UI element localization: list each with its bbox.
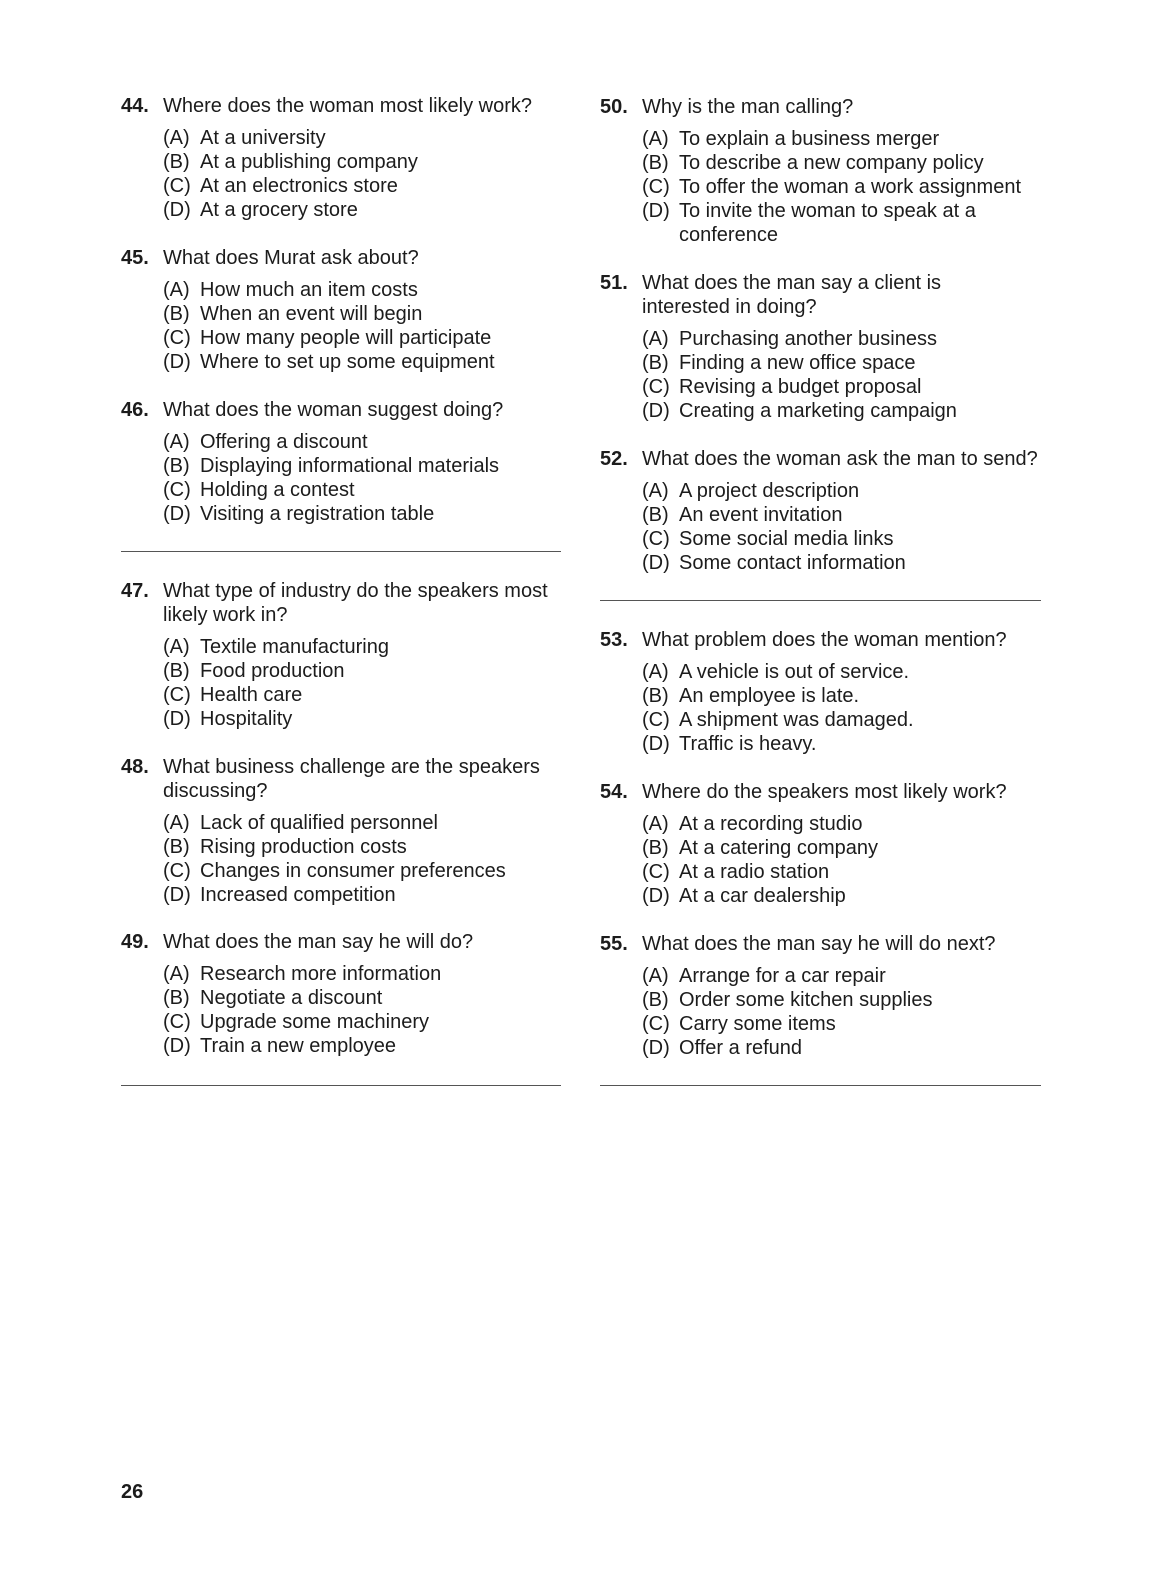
- option-letter: (D): [163, 351, 191, 373]
- option-letter: (B): [642, 837, 669, 859]
- option-list: [163, 278, 571, 374]
- option-letter: (D): [642, 400, 670, 422]
- option-a: [642, 479, 1050, 503]
- option-text: An event invitation: [679, 504, 843, 526]
- question-stem: [600, 95, 1050, 119]
- option-letter: (D): [163, 503, 191, 525]
- option-text: Hospitality: [200, 708, 293, 730]
- question-54: [600, 780, 1050, 908]
- option-b: [642, 151, 1050, 175]
- option-text: Upgrade some machinery: [200, 1011, 429, 1033]
- option-letter: (B): [642, 352, 669, 374]
- question-53: [600, 628, 1050, 756]
- option-letter: (A): [163, 812, 190, 834]
- question-stem: [121, 94, 571, 118]
- option-a: [642, 127, 1050, 151]
- question-number: 54.: [600, 781, 628, 803]
- option-letter: (B): [642, 504, 669, 526]
- option-c: [642, 527, 1050, 551]
- question-text: What does the man say a client is interested in doing?: [642, 272, 942, 318]
- option-text: Finding a new office space: [679, 352, 916, 374]
- option-text: Food production: [200, 660, 345, 682]
- option-b: [642, 684, 1050, 708]
- option-a: [163, 126, 571, 150]
- option-letter: (A): [642, 128, 669, 150]
- question-stem: [121, 398, 571, 422]
- option-letter: (B): [642, 152, 669, 174]
- question-number: 48.: [121, 756, 149, 778]
- option-letter: (D): [163, 708, 191, 730]
- option-text: How many people will participate: [200, 327, 492, 349]
- question-number: 55.: [600, 933, 628, 955]
- question-text: What does the man say he will do next?: [642, 933, 996, 955]
- option-letter: (B): [163, 151, 190, 173]
- question-51: [600, 271, 1050, 423]
- option-letter: (C): [642, 528, 670, 550]
- option-text: Order some kitchen supplies: [679, 989, 933, 1011]
- question-number: 51.: [600, 272, 628, 294]
- option-a: [642, 812, 1050, 836]
- option-text: Lack of qualified personnel: [200, 812, 438, 834]
- option-list: [163, 962, 571, 1058]
- option-letter: (D): [642, 1037, 670, 1059]
- option-c: [642, 175, 1050, 199]
- option-text: Textile manufacturing: [200, 636, 389, 658]
- option-text: Offer a refund: [679, 1037, 803, 1059]
- section-divider: [600, 600, 1041, 601]
- option-text: Health care: [200, 684, 303, 706]
- option-d: [163, 707, 571, 731]
- question-44: [121, 94, 571, 222]
- option-a: [642, 964, 1050, 988]
- option-letter: (D): [163, 884, 191, 906]
- option-text: At a catering company: [679, 837, 878, 859]
- option-letter: (A): [642, 661, 669, 683]
- option-text: At a recording studio: [679, 813, 863, 835]
- question-text: What type of industry do the speakers most likely work in?: [163, 580, 548, 626]
- question-55: [600, 932, 1050, 1060]
- option-letter: (D): [642, 200, 670, 222]
- question-48: [121, 755, 571, 907]
- option-text: Holding a contest: [200, 479, 355, 501]
- option-a: [163, 811, 571, 835]
- option-d: [163, 198, 571, 222]
- question-number: 47.: [121, 580, 149, 602]
- option-text: At a radio station: [679, 861, 830, 883]
- option-b: [163, 454, 571, 478]
- option-text: Carry some items: [679, 1013, 836, 1035]
- option-a: [163, 962, 571, 986]
- question-52: [600, 447, 1050, 575]
- option-b: [642, 836, 1050, 860]
- question-text: What does the man say he will do?: [163, 931, 474, 953]
- question-46: [121, 398, 571, 526]
- question-stem: [121, 930, 571, 954]
- option-d: [642, 399, 1050, 423]
- option-c: [163, 326, 571, 350]
- option-c: [163, 478, 571, 502]
- option-text: Research more information: [200, 963, 442, 985]
- question-number: 50.: [600, 96, 628, 118]
- option-text: At a publishing company: [200, 151, 418, 173]
- option-c: [163, 174, 571, 198]
- question-stem: [121, 246, 571, 270]
- option-a: [642, 327, 1050, 351]
- option-text: Train a new employee: [200, 1035, 397, 1057]
- option-b: [642, 351, 1050, 375]
- option-text: Changes in consumer preferences: [200, 860, 506, 882]
- option-list: [642, 660, 1050, 756]
- question-text: What does Murat ask about?: [163, 247, 419, 269]
- question-49: [121, 930, 571, 1058]
- option-letter: (C): [642, 1013, 670, 1035]
- question-text: What does the woman suggest doing?: [163, 399, 504, 421]
- option-b: [642, 503, 1050, 527]
- page-number: 26: [121, 1481, 144, 1503]
- question-text: Where does the woman most likely work?: [163, 95, 533, 117]
- option-b: [642, 988, 1050, 1012]
- question-stem: [121, 579, 571, 627]
- option-b: [163, 302, 571, 326]
- question-text: What does the woman ask the man to send?: [642, 448, 1038, 470]
- option-letter: (A): [163, 279, 190, 301]
- option-text: Arrange for a car repair: [679, 965, 886, 987]
- option-text: A vehicle is out of service.: [679, 661, 910, 683]
- option-text: Increased competition: [200, 884, 396, 906]
- option-text: A shipment was damaged.: [679, 709, 914, 731]
- option-text: Offering a discount: [200, 431, 368, 453]
- option-text: When an event will begin: [200, 303, 423, 325]
- option-a: [163, 430, 571, 454]
- option-d: [642, 199, 979, 247]
- option-list: [163, 430, 571, 526]
- question-stem: [600, 932, 1050, 956]
- option-text: Some contact information: [679, 552, 906, 574]
- option-letter: (C): [163, 479, 191, 501]
- option-text: Revising a budget proposal: [679, 376, 922, 398]
- option-letter: (C): [163, 1011, 191, 1033]
- option-text: At a car dealership: [679, 885, 846, 907]
- option-d: [642, 884, 1050, 908]
- question-number: 52.: [600, 448, 628, 470]
- option-d: [642, 732, 1050, 756]
- option-d: [642, 551, 1050, 575]
- option-letter: (A): [163, 636, 190, 658]
- question-stem: [600, 447, 1050, 471]
- section-divider: [121, 1085, 561, 1086]
- option-text: An employee is late.: [679, 685, 860, 707]
- option-text: At an electronics store: [200, 175, 398, 197]
- option-letter: (C): [642, 176, 670, 198]
- option-text: At a university: [200, 127, 326, 149]
- option-letter: (B): [163, 303, 190, 325]
- option-text: Purchasing another business: [679, 328, 937, 350]
- option-d: [163, 1034, 571, 1058]
- option-letter: (A): [163, 963, 190, 985]
- question-text: Where do the speakers most likely work?: [642, 781, 1007, 803]
- question-50: [600, 95, 1050, 247]
- option-letter: (B): [163, 987, 190, 1009]
- option-list: [163, 126, 571, 222]
- option-text: To describe a new company policy: [679, 152, 984, 174]
- question-stem: [600, 780, 1050, 804]
- question-number: 53.: [600, 629, 628, 651]
- option-c: [642, 1012, 1050, 1036]
- option-text: Some social media links: [679, 528, 894, 550]
- option-list: [642, 964, 1050, 1060]
- option-letter: (D): [642, 552, 670, 574]
- option-letter: (C): [163, 684, 191, 706]
- option-letter: (A): [642, 328, 669, 350]
- option-a: [642, 660, 1050, 684]
- option-letter: (D): [642, 885, 670, 907]
- option-b: [163, 835, 571, 859]
- option-letter: (C): [163, 175, 191, 197]
- option-letter: (C): [642, 376, 670, 398]
- option-letter: (D): [163, 1035, 191, 1057]
- option-text: Creating a marketing campaign: [679, 400, 957, 422]
- option-b: [163, 659, 571, 683]
- option-a: [163, 635, 571, 659]
- option-d: [163, 350, 571, 374]
- option-letter: (B): [642, 989, 669, 1011]
- option-letter: (A): [163, 127, 190, 149]
- question-stem: [600, 271, 1012, 319]
- option-letter: (A): [163, 431, 190, 453]
- question-stem: [600, 628, 1050, 652]
- option-d: [163, 883, 571, 907]
- question-stem: [121, 755, 571, 803]
- option-letter: (B): [163, 836, 190, 858]
- option-d: [163, 502, 571, 526]
- option-text: Rising production costs: [200, 836, 407, 858]
- question-number: 46.: [121, 399, 149, 421]
- option-list: [642, 127, 1050, 247]
- option-letter: (A): [642, 965, 669, 987]
- option-letter: (B): [163, 660, 190, 682]
- option-c: [163, 859, 571, 883]
- option-text: Traffic is heavy.: [679, 733, 817, 755]
- option-text: A project description: [679, 480, 860, 502]
- option-text: Visiting a registration table: [200, 503, 435, 525]
- option-list: [163, 811, 571, 907]
- question-number: 45.: [121, 247, 149, 269]
- question-number: 49.: [121, 931, 149, 953]
- option-list: [163, 635, 571, 731]
- option-letter: (C): [642, 709, 670, 731]
- option-text: Where to set up some equipment: [200, 351, 495, 373]
- option-d: [642, 1036, 1050, 1060]
- option-text: At a grocery store: [200, 199, 358, 221]
- question-45: [121, 246, 571, 374]
- option-letter: (B): [642, 685, 669, 707]
- option-list: [642, 479, 1050, 575]
- option-list: [642, 327, 1050, 423]
- option-c: [642, 375, 1050, 399]
- section-divider: [600, 1085, 1041, 1086]
- option-letter: (D): [642, 733, 670, 755]
- question-text: What business challenge are the speakers discussing?: [163, 756, 540, 802]
- option-text: Negotiate a discount: [200, 987, 383, 1009]
- question-text: What problem does the woman mention?: [642, 629, 1007, 651]
- option-letter: (D): [163, 199, 191, 221]
- option-letter: (A): [642, 813, 669, 835]
- option-c: [642, 708, 1050, 732]
- option-text: To invite the woman to speak at a conference: [679, 200, 976, 246]
- option-text: To offer the woman a work assignment: [679, 176, 1022, 198]
- question-number: 44.: [121, 95, 149, 117]
- section-divider: [121, 551, 561, 552]
- question-47: [121, 579, 571, 731]
- option-c: [642, 860, 1050, 884]
- option-letter: (C): [163, 327, 191, 349]
- question-text: Why is the man calling?: [642, 96, 854, 118]
- option-letter: (C): [642, 861, 670, 883]
- option-letter: (A): [642, 480, 669, 502]
- option-text: To explain a business merger: [679, 128, 940, 150]
- option-b: [163, 986, 571, 1010]
- option-b: [163, 150, 571, 174]
- option-letter: (B): [163, 455, 190, 477]
- option-c: [163, 1010, 571, 1034]
- option-list: [642, 812, 1050, 908]
- option-letter: (C): [163, 860, 191, 882]
- option-text: How much an item costs: [200, 279, 418, 301]
- option-text: Displaying informational materials: [200, 455, 500, 477]
- option-a: [163, 278, 571, 302]
- option-c: [163, 683, 571, 707]
